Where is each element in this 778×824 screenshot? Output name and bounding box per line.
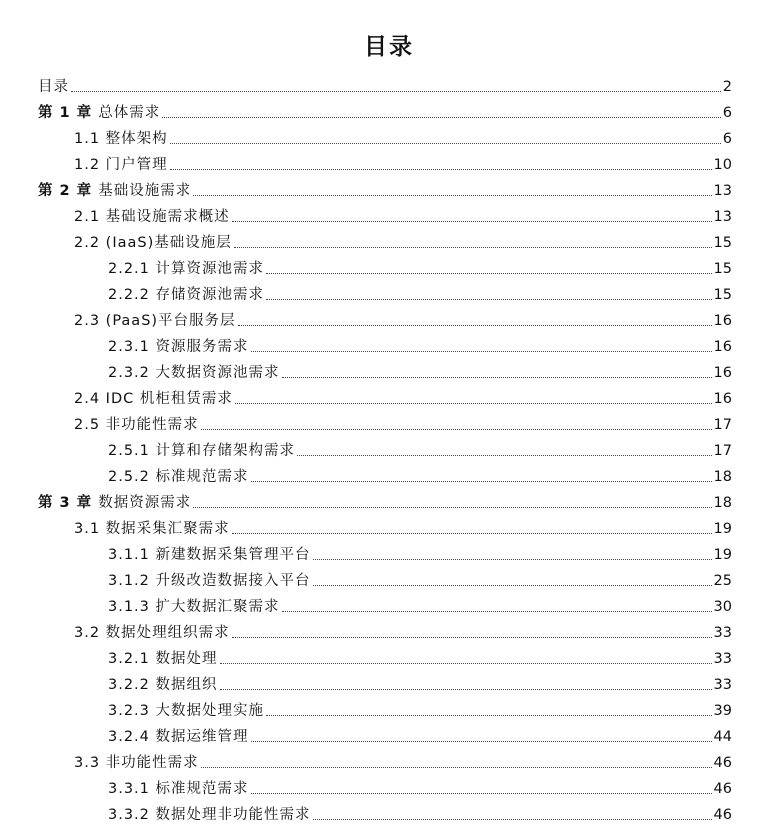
toc-entry[interactable]: [0, 512, 778, 538]
toc-entry[interactable]: [0, 226, 778, 252]
toc-entry-page-number: 19: [713, 547, 732, 563]
toc-dot-leader: [234, 247, 712, 248]
toc-entry[interactable]: [0, 330, 778, 356]
toc-entry-page-number: 17: [713, 443, 732, 459]
toc-entry-page-number: 15: [713, 261, 732, 277]
toc-entry-number: 3.2.4: [108, 729, 156, 745]
toc-entry-label: 大数据处理实施: [155, 703, 265, 719]
toc-entry[interactable]: [0, 122, 778, 148]
toc-entry[interactable]: [0, 148, 778, 174]
toc-entry[interactable]: [0, 356, 778, 382]
toc-entry-page-number: 44: [713, 729, 732, 745]
toc-entry[interactable]: [0, 278, 778, 304]
toc-dot-leader: [282, 611, 712, 612]
toc-entry-label: 标准规范需求: [155, 469, 249, 485]
toc-entry-page-number: 19: [713, 521, 732, 537]
toc-entry-number: 2.3: [74, 313, 106, 329]
toc-dot-leader: [251, 351, 712, 352]
toc-entry-page-number: 16: [713, 365, 732, 381]
toc-entry-label: 新建数据采集管理平台: [155, 547, 311, 563]
toc-entry[interactable]: [0, 720, 778, 746]
toc-dot-leader: [193, 507, 711, 508]
toc-entry-page-number: 46: [713, 807, 732, 823]
toc-entry-number: 1.1: [74, 131, 106, 147]
toc-dot-leader: [170, 143, 721, 144]
toc-entry-page-number: 10: [713, 157, 732, 173]
toc-entry-number: 2.3.1: [108, 339, 156, 355]
toc-entry-label: 门户管理: [105, 157, 168, 173]
toc-entry-label: 数据资源需求: [98, 495, 192, 511]
toc-dot-leader: [170, 169, 712, 170]
toc-dot-leader: [266, 273, 712, 274]
toc-entry-label: 扩大数据汇聚需求: [155, 599, 280, 615]
toc-dot-leader: [313, 559, 712, 560]
toc-dot-leader: [232, 637, 712, 638]
toc-entry[interactable]: [0, 96, 778, 122]
toc-entry-number: 3.3.1: [108, 781, 156, 797]
toc-entry[interactable]: [0, 668, 778, 694]
toc-entry-page-number: 25: [713, 573, 732, 589]
toc-entry-label: 数据运维管理: [155, 729, 249, 745]
toc-entry-number: 2.4: [74, 391, 106, 407]
toc-entry-number: 3.2.2: [108, 677, 156, 693]
toc-entry-page-number: 18: [713, 469, 732, 485]
toc-entry-label: 数据处理非功能性需求: [155, 807, 311, 823]
toc-dot-leader: [220, 663, 712, 664]
toc-entry-number: 2.2.1: [108, 261, 156, 277]
toc-entry[interactable]: [0, 538, 778, 564]
toc-entry[interactable]: [0, 642, 778, 668]
toc-dot-leader: [266, 715, 712, 716]
toc-entry[interactable]: [0, 564, 778, 590]
toc-entry[interactable]: [0, 746, 778, 772]
toc-entry[interactable]: [0, 694, 778, 720]
toc-entry-page-number: 33: [713, 651, 732, 667]
toc-entry-page-number: 16: [713, 391, 732, 407]
toc-dot-leader: [162, 117, 721, 118]
toc-dot-leader: [251, 741, 712, 742]
toc-dot-leader: [220, 689, 712, 690]
toc-entry-page-number: 46: [713, 755, 732, 771]
toc-dot-leader: [201, 767, 712, 768]
toc-dot-leader: [313, 819, 712, 820]
toc-entry-number: 1.2: [74, 157, 106, 173]
toc-entry[interactable]: [0, 408, 778, 434]
toc-entry-number: 3.2.1: [108, 651, 156, 667]
toc-dot-leader: [313, 585, 712, 586]
toc-dot-leader: [193, 195, 711, 196]
toc-entry[interactable]: [0, 174, 778, 200]
toc-entry-number: 第 2 章: [38, 183, 99, 199]
toc-entry-number: 第 1 章: [38, 105, 99, 121]
toc-entry-label: 总体需求: [98, 105, 161, 121]
toc-entry-number: 2.2.2: [108, 287, 156, 303]
toc-entry-number: 3.2: [74, 625, 106, 641]
toc-entry-page-number: 18: [713, 495, 732, 511]
toc-entry-number: 2.5.1: [108, 443, 156, 459]
toc-entry-number: 2.2: [74, 235, 106, 251]
toc-entry-page-number: 15: [713, 235, 732, 251]
toc-dot-leader: [201, 429, 712, 430]
toc-entry-label: 目录: [38, 79, 69, 95]
toc-entry-number: 3.1.1: [108, 547, 156, 563]
toc-dot-leader: [71, 91, 721, 92]
toc-entry-label: 数据处理组织需求: [105, 625, 230, 641]
toc-dot-leader: [297, 455, 712, 456]
toc-entry-number: 3.1.2: [108, 573, 156, 589]
toc-entry-label: 基础设施需求: [98, 183, 192, 199]
toc-entry[interactable]: [0, 772, 778, 798]
toc-entry[interactable]: [0, 460, 778, 486]
toc-entry[interactable]: [0, 382, 778, 408]
toc-list: [0, 70, 778, 824]
toc-entry-number: 2.5: [74, 417, 106, 433]
toc-entry-label: 存储资源池需求: [155, 287, 265, 303]
toc-entry[interactable]: [0, 486, 778, 512]
toc-entry-page-number: 33: [713, 625, 732, 641]
toc-entry-number: 2.3.2: [108, 365, 156, 381]
toc-entry-page-number: 6: [722, 131, 732, 147]
toc-entry[interactable]: [0, 304, 778, 330]
toc-entry-label: (IaaS)基础设施层: [105, 235, 232, 251]
toc-dot-leader: [232, 533, 712, 534]
toc-entry-number: 3.2.3: [108, 703, 156, 719]
toc-entry-number: 第 3 章: [38, 495, 99, 511]
toc-dot-leader: [282, 377, 712, 378]
toc-entry-label: IDC 机柜租赁需求: [105, 391, 233, 407]
toc-entry-label: 标准规范需求: [155, 781, 249, 797]
toc-entry-number: 3.3: [74, 755, 106, 771]
toc-entry-page-number: 46: [713, 781, 732, 797]
toc-entry-page-number: 17: [713, 417, 732, 433]
toc-entry-label: 数据组织: [155, 677, 218, 693]
toc-entry-label: (PaaS)平台服务层: [105, 313, 236, 329]
toc-dot-leader: [232, 221, 712, 222]
toc-dot-leader: [251, 793, 712, 794]
toc-entry-page-number: 39: [713, 703, 732, 719]
toc-entry-page-number: 6: [722, 105, 732, 121]
toc-dot-leader: [235, 403, 712, 404]
toc-entry-number: 3.1: [74, 521, 106, 537]
toc-entry[interactable]: [0, 616, 778, 642]
toc-entry-page-number: 16: [713, 313, 732, 329]
toc-entry-label: 数据采集汇聚需求: [105, 521, 230, 537]
toc-entry-label: 升级改造数据接入平台: [155, 573, 311, 589]
toc-entry-number: 3.3.2: [108, 807, 156, 823]
toc-entry-label: 非功能性需求: [105, 755, 199, 771]
toc-entry[interactable]: [0, 798, 778, 824]
toc-entry-label: 非功能性需求: [105, 417, 199, 433]
toc-entry-number: 2.5.2: [108, 469, 156, 485]
toc-entry-page-number: 30: [713, 599, 732, 615]
toc-entry-page-number: 33: [713, 677, 732, 693]
toc-entry-page-number: 13: [713, 183, 732, 199]
toc-entry-label: 基础设施需求概述: [105, 209, 230, 225]
toc-dot-leader: [266, 299, 712, 300]
toc-entry-label: 计算和存储架构需求: [155, 443, 296, 459]
toc-entry-number: 3.1.3: [108, 599, 156, 615]
toc-entry[interactable]: [0, 70, 778, 96]
toc-dot-leader: [251, 481, 712, 482]
toc-entry-page-number: 15: [713, 287, 732, 303]
toc-entry[interactable]: [0, 252, 778, 278]
toc-entry-label: 大数据资源池需求: [155, 365, 280, 381]
toc-entry-label: 数据处理: [155, 651, 218, 667]
toc-entry[interactable]: [0, 200, 778, 226]
toc-entry-number: 2.1: [74, 209, 106, 225]
toc-entry-page-number: 2: [722, 79, 732, 95]
toc-entry[interactable]: [0, 590, 778, 616]
toc-entry-page-number: 13: [713, 209, 732, 225]
toc-entry-label: 整体架构: [105, 131, 168, 147]
toc-entry-label: 计算资源池需求: [155, 261, 265, 277]
toc-entry[interactable]: [0, 434, 778, 460]
toc-entry-label: 资源服务需求: [155, 339, 249, 355]
toc-entry-page-number: 16: [713, 339, 732, 355]
toc-title: 目录: [364, 34, 414, 60]
toc-dot-leader: [238, 325, 712, 326]
